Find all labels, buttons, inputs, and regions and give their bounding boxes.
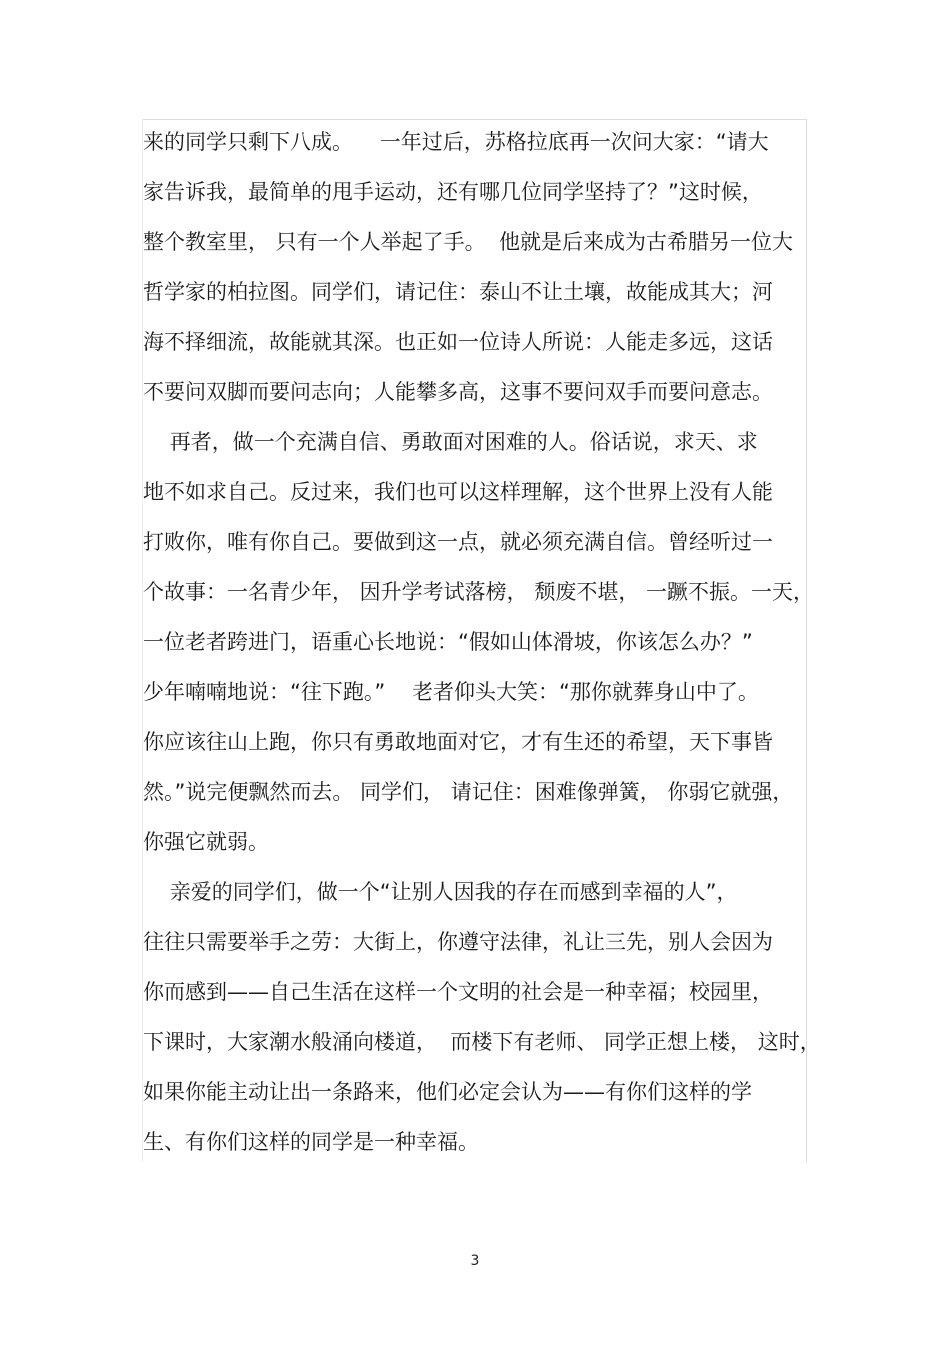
text-line-4: 哲学家的柏拉图。同学们，请记住：泰山不让土壤，故能成其大；河	[143, 280, 773, 304]
text-line-21: 生、有你们这样的同学是一种幸福。	[143, 1130, 479, 1154]
text-line-16: 亲爱的同学们，做一个“让别人因我的存在而感到幸福的人”，	[143, 880, 738, 904]
text-line-1: 来的同学只剩下八成。 一年过后，苏格拉底再一次问大家：“请大	[143, 130, 769, 154]
text-line-10: 个故事：一名青少年， 因升学考试落榜， 颓废不堪， 一蹶不振。一天，	[143, 580, 815, 604]
page-frame-top-border	[142, 119, 807, 120]
text-line-15: 你强它就弱。	[143, 830, 269, 854]
text-line-5: 海不择细流，故能就其深。也正如一位诗人所说：人能走多远，这话	[143, 330, 773, 354]
text-line-12: 少年喃喃地说：“往下跑。” 老者仰头大笑：“那你就葬身山中了。	[143, 680, 759, 704]
text-line-3: 整个教室里， 只有一个人举起了手。 他就是后来成为古希腊另一位大	[143, 230, 794, 254]
text-line-7: 再者，做一个充满自信、勇敢面对困难的人。俗话说，求天、求	[143, 430, 758, 454]
text-line-2: 家告诉我，最简单的甩手运动，还有哪几位同学坚持了？”这时候，	[143, 180, 763, 204]
text-line-13: 你应该往山上跑，你只有勇敢地面对它，才有生还的希望，天下事皆	[143, 730, 773, 754]
text-line-9: 打败你，唯有你自己。要做到这一点，就必须充满自信。曾经听过一	[143, 530, 773, 554]
text-line-20: 如果你能主动让出一条路来，他们必定会认为——有你们这样的学	[143, 1080, 752, 1104]
page-number: 3	[470, 1253, 480, 1269]
text-line-18: 你而感到——自己生活在这样一个文明的社会是一种幸福；校园里，	[143, 980, 773, 1004]
text-line-11: 一位老者跨进门，语重心长地说：“假如山体滑坡，你该怎么办？”	[143, 630, 753, 654]
text-line-6: 不要问双脚而要问志向；人能攀多高，这事不要问双手而要问意志。	[143, 380, 773, 404]
text-line-19: 下课时，大家潮水般涌向楼道， 而楼下有老师、 同学正想上楼， 这时，	[143, 1030, 821, 1054]
text-line-8: 地不如求自己。反过来，我们也可以这样理解，这个世界上没有人能	[143, 480, 773, 504]
text-line-14: 然。”说完便飘然而去。 同学们， 请记住：困难像弹簧， 你弱它就强，	[143, 780, 794, 804]
text-line-17: 往往只需要举手之劳：大街上，你遵守法律，礼让三先，别人会因为	[143, 930, 773, 954]
